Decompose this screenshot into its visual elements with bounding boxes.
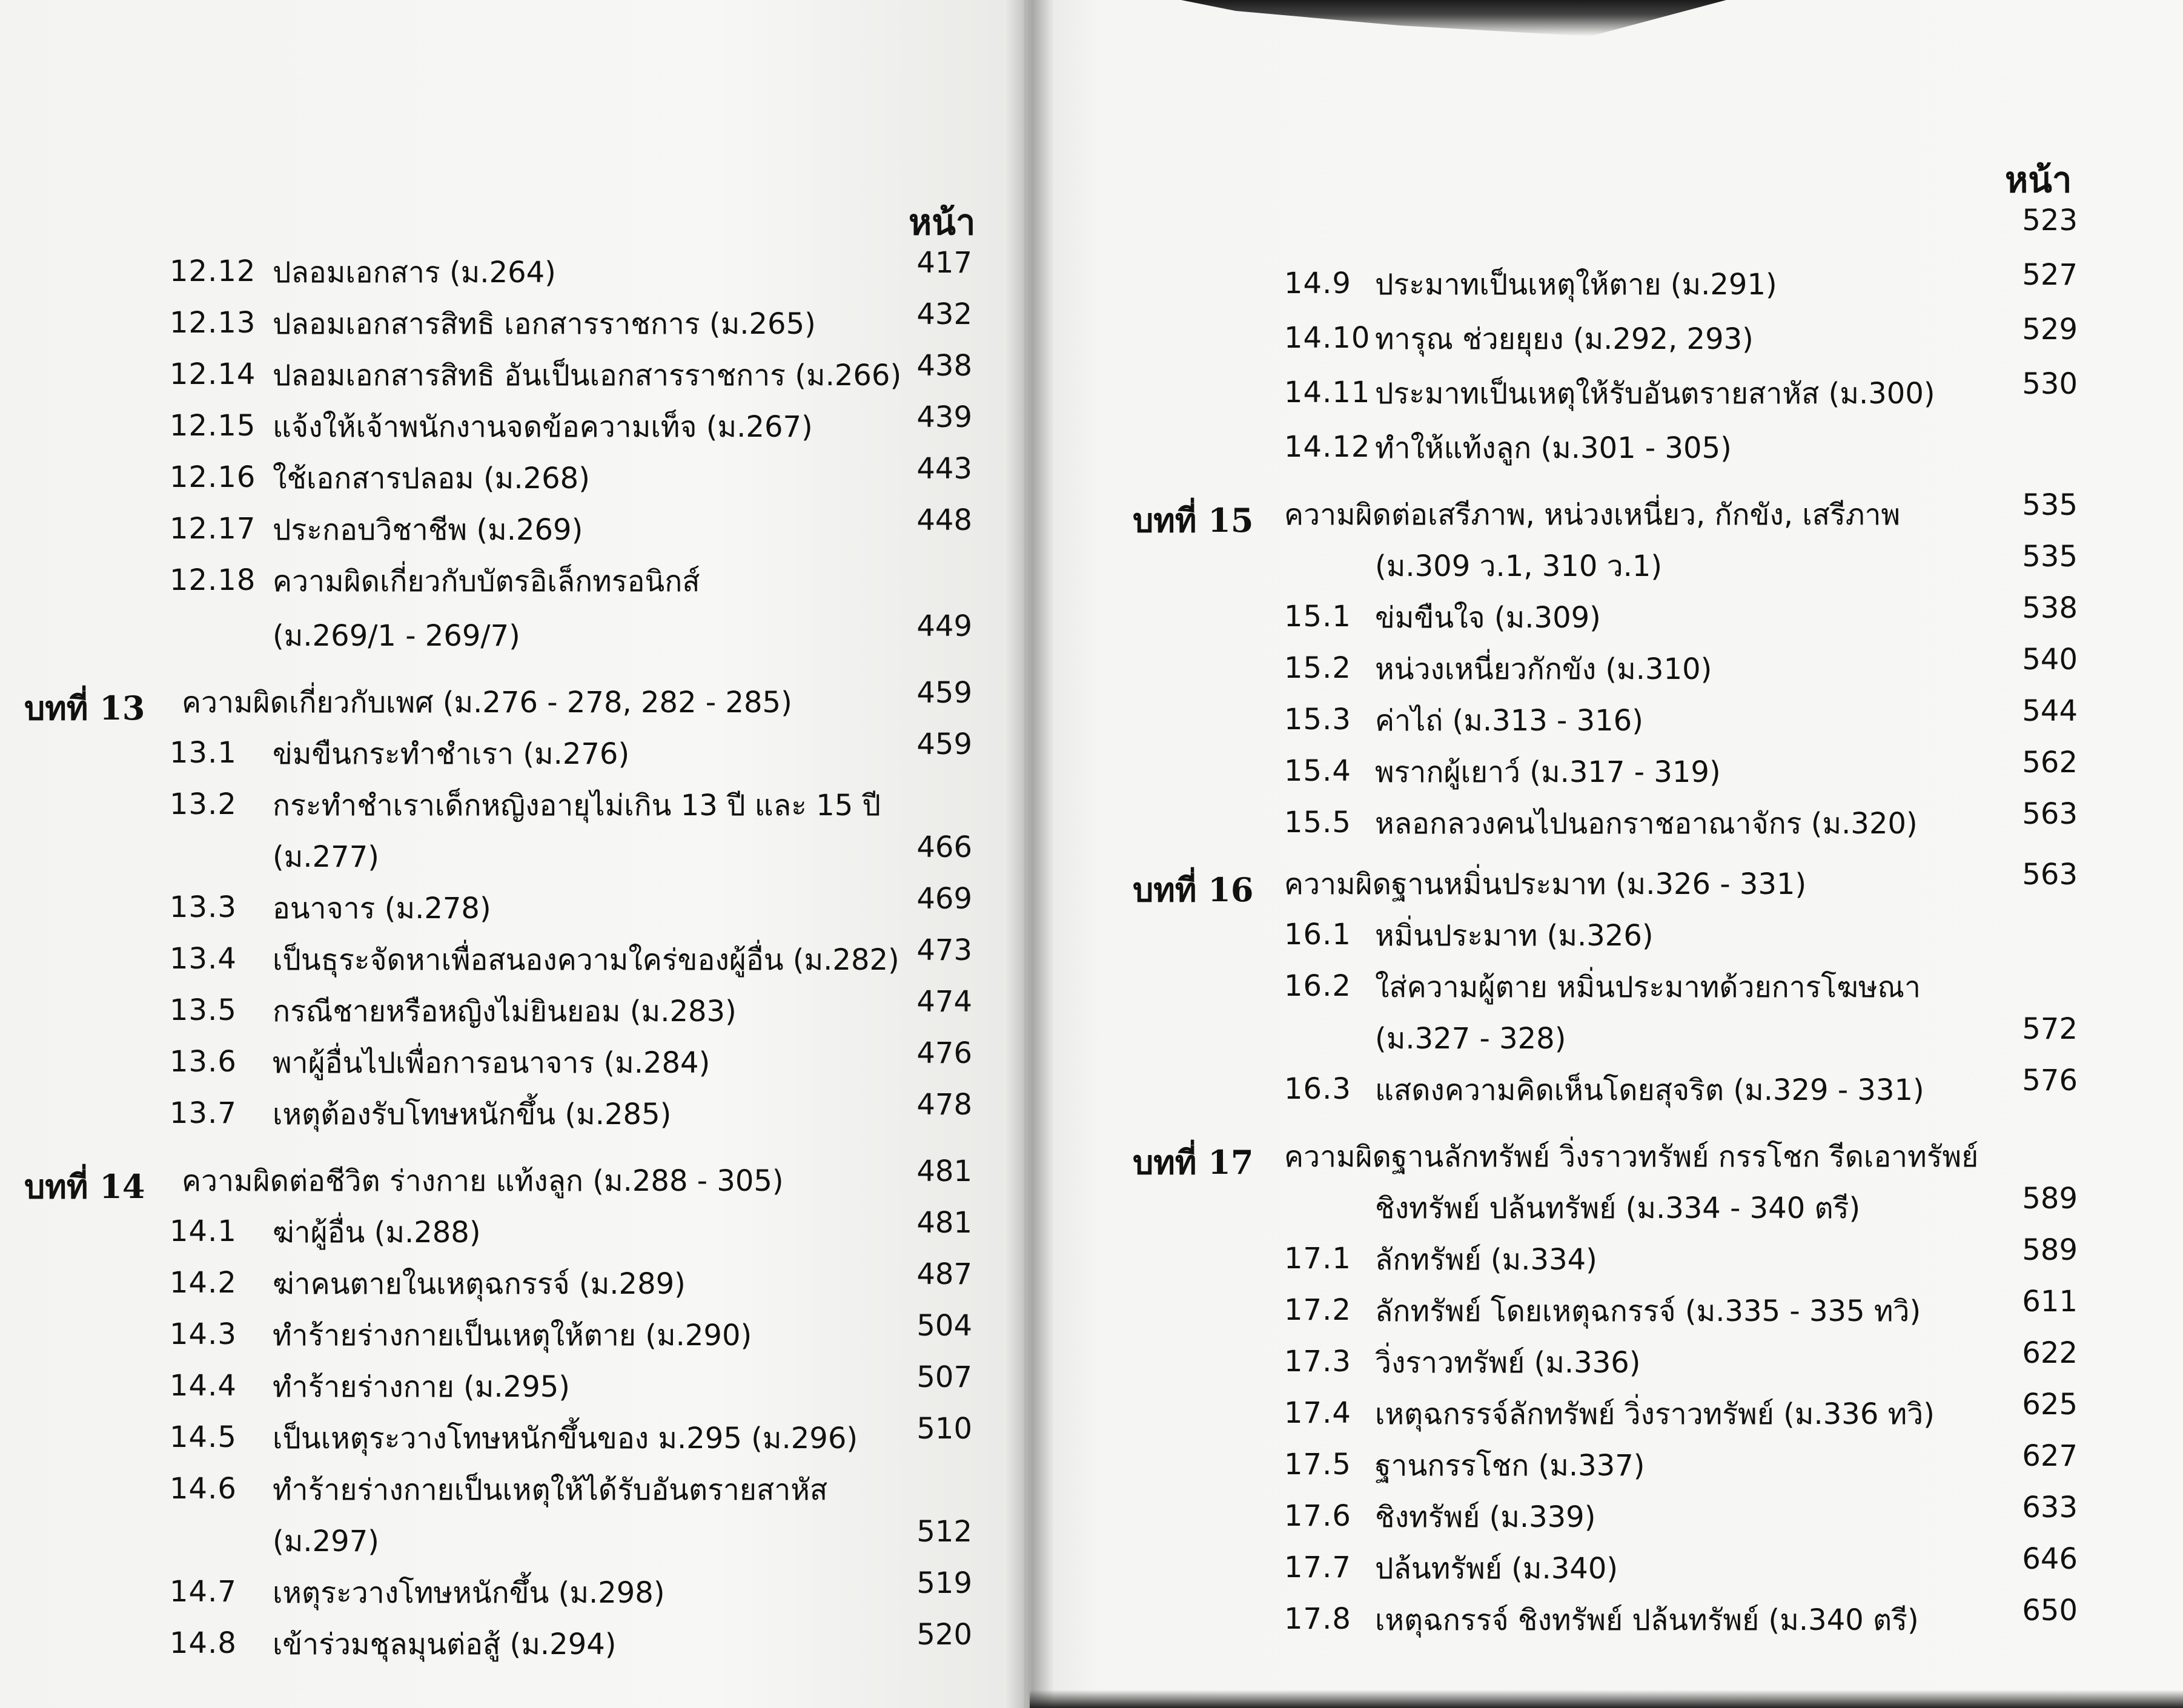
entry-page-number: 627 xyxy=(2022,1439,2078,1473)
entry-number: 13.5 xyxy=(170,993,237,1027)
entry-page-number: 523 xyxy=(2022,204,2078,237)
entry-title: ข่มขืนใจ (ม.309) xyxy=(1375,601,1601,635)
entry-number: 13.3 xyxy=(170,890,237,924)
entry-page-number: 459 xyxy=(916,727,972,761)
entry-page-number: 481 xyxy=(916,1206,972,1240)
entry-title: ฐานกรรโชก (ม.337) xyxy=(1375,1449,1645,1483)
entry-page-number: 563 xyxy=(2022,797,2078,831)
entry-title: ชิงทรัพย์ (ม.339) xyxy=(1375,1500,1596,1534)
entry-page-number: 535 xyxy=(2022,540,2078,574)
entry-number: 17.7 xyxy=(1284,1551,1351,1584)
entry-number: 13.7 xyxy=(170,1096,237,1130)
entry-number: 17.2 xyxy=(1284,1293,1351,1327)
entry-page-number: 589 xyxy=(2022,1182,2078,1216)
entry-title: ประมาทเป็นเหตุให้รับอันตรายสาหัส (ม.300) xyxy=(1375,377,1935,411)
entry-page-number: 535 xyxy=(2022,488,2078,522)
entry-page-number: 576 xyxy=(2022,1064,2078,1097)
entry-number: 12.17 xyxy=(170,512,256,546)
entry-number: 17.6 xyxy=(1284,1499,1351,1533)
entry-number: 14.9 xyxy=(1284,266,1351,300)
entry-number: 14.2 xyxy=(170,1266,237,1300)
entry-page-number: 650 xyxy=(2022,1594,2078,1627)
entry-number: 15.2 xyxy=(1284,651,1351,685)
entry-title: กรณีชายหรือหญิงไม่ยินยอม (ม.283) xyxy=(273,995,737,1028)
entry-number: 17.5 xyxy=(1284,1448,1351,1481)
entry-page-number: 625 xyxy=(2022,1388,2078,1422)
entry-page-number: 459 xyxy=(916,676,972,710)
entry-number: 15.3 xyxy=(1284,703,1351,736)
entry-title: เหตุระวางโทษหนักขึ้น (ม.298) xyxy=(273,1576,665,1610)
entry-title: ปลอมเอกสารสิทธิ เอกสารราชการ (ม.265) xyxy=(273,307,816,341)
chapter-title: ความผิดเกี่ยวกับเพศ (ม.276 - 278, 282 - 285) xyxy=(182,686,792,720)
entry-title: ใส่ความผู้ตาย หมิ่นประมาทด้วยการโฆษณา xyxy=(1375,970,1921,1004)
entry-number: 12.14 xyxy=(170,357,256,391)
entry-page-number: 510 xyxy=(916,1412,972,1446)
entry-number: 12.18 xyxy=(170,563,256,597)
entry-page-number: 633 xyxy=(2022,1491,2078,1524)
entry-page-number: 507 xyxy=(916,1360,972,1394)
entry-number: 17.1 xyxy=(1284,1242,1351,1276)
entry-title: หมิ่นประมาท (ม.326) xyxy=(1375,919,1654,953)
entry-number: 15.1 xyxy=(1284,600,1351,634)
entry-title: เป็นธุระจัดหาเพื่อสนองความใคร่ของผู้อื่น (ม.282) xyxy=(273,943,899,977)
chapter-label: บทที่ 13 xyxy=(24,689,145,727)
entry-number: 16.2 xyxy=(1284,969,1351,1003)
entry-page-number: 448 xyxy=(916,503,972,537)
chapter-label: บทที่ 16 xyxy=(1133,870,1254,909)
entry-number: 17.8 xyxy=(1284,1602,1351,1636)
entry-page-number: 476 xyxy=(916,1036,972,1070)
chapter-title: ความผิดฐานลักทรัพย์ วิ่งราวทรัพย์ กรรโชก รีดเอาทรัพย์ xyxy=(1284,1140,1979,1174)
entry-number: 12.12 xyxy=(170,254,256,288)
entry-title: (ม.297) xyxy=(273,1524,379,1558)
entry-page-number: 512 xyxy=(916,1515,972,1549)
entry-title: ประกอบวิชาชีพ (ม.269) xyxy=(273,513,583,547)
entry-title: ข่มขืนกระทำชำเรา (ม.276) xyxy=(273,737,630,771)
entry-number: 14.7 xyxy=(170,1575,237,1609)
entry-number: 14.8 xyxy=(170,1626,237,1660)
entry-title: แสดงความคิดเห็นโดยสุจริต (ม.329 - 331) xyxy=(1375,1073,1924,1107)
entry-title: ค่าไถ่ (ม.313 - 316) xyxy=(1375,704,1643,738)
entry-title: (ม.309 ว.1, 310 ว.1) xyxy=(1375,549,1663,583)
entry-number: 13.4 xyxy=(170,942,237,976)
entry-title: ทำร้ายร่างกายเป็นเหตุให้ได้รับอันตรายสาหัส xyxy=(273,1473,828,1507)
entry-number: 16.3 xyxy=(1284,1072,1351,1106)
entry-title: ลักทรัพย์ (ม.334) xyxy=(1375,1243,1597,1277)
entry-number: 13.2 xyxy=(170,787,237,821)
entry-title: ลักทรัพย์ โดยเหตุฉกรรจ์ (ม.335 - 335 ทวิ) xyxy=(1375,1294,1921,1328)
chapter-label: บทที่ 15 xyxy=(1133,501,1254,540)
entry-title: เหตุฉกรรจ์ลักทรัพย์ วิ่งราวทรัพย์ (ม.336 ทวิ) xyxy=(1375,1397,1935,1431)
entry-page-number: 519 xyxy=(916,1566,972,1600)
entry-page-number: 589 xyxy=(2022,1233,2078,1267)
entry-page-number: 527 xyxy=(2022,258,2078,292)
entry-title: กระทำชำเราเด็กหญิงอายุไม่เกิน 13 ปี และ 15 ปี xyxy=(273,789,881,823)
entry-page-number: 473 xyxy=(916,933,972,967)
entry-number: 12.15 xyxy=(170,409,256,443)
entry-title: ชิงทรัพย์ ปล้นทรัพย์ (ม.334 - 340 ตรี) xyxy=(1375,1191,1861,1225)
entry-title: ประมาทเป็นเหตุให้ตาย (ม.291) xyxy=(1375,268,1777,302)
entry-page-number: 481 xyxy=(916,1154,972,1188)
entry-number: 14.10 xyxy=(1284,321,1371,355)
entry-title: หลอกลวงคนไปนอกราชอาณาจักร (ม.320) xyxy=(1375,807,1918,841)
entry-page-number: 449 xyxy=(916,609,972,643)
entry-title: วิ่งราวทรัพย์ (ม.336) xyxy=(1375,1346,1641,1380)
entry-page-number: 478 xyxy=(916,1088,972,1122)
chapter-title: ความผิดฐานหมิ่นประมาท (ม.326 - 331) xyxy=(1284,867,1807,901)
chapter-label: บทที่ 14 xyxy=(24,1167,145,1206)
entry-number: 14.5 xyxy=(170,1420,237,1454)
entry-page-number: 562 xyxy=(2022,746,2078,780)
entry-title: ใช้เอกสารปลอม (ม.268) xyxy=(273,462,590,495)
left-page xyxy=(0,0,1024,1708)
entry-page-number: 540 xyxy=(2022,643,2078,677)
book-gutter-shadow xyxy=(1005,0,1054,1708)
entry-title: ความผิดเกี่ยวกับบัตรอิเล็กทรอนิกส์ xyxy=(273,564,700,598)
entry-title: หน่วงเหนี่ยวกักขัง (ม.310) xyxy=(1375,652,1712,686)
entry-number: 14.12 xyxy=(1284,430,1371,464)
entry-page-number: 530 xyxy=(2022,367,2078,401)
entry-number: 12.13 xyxy=(170,306,256,340)
entry-number: 15.4 xyxy=(1284,754,1351,788)
entry-number: 17.3 xyxy=(1284,1345,1351,1379)
page-bottom-shadow xyxy=(1030,1690,2183,1708)
chapter-title: ความผิดต่อเสรีภาพ, หน่วงเหนี่ยว, กักขัง, เสรีภาพ xyxy=(1284,498,1901,532)
entry-title: (ม.277) xyxy=(273,840,379,874)
entry-title: เหตุต้องรับโทษหนักขึ้น (ม.285) xyxy=(273,1097,672,1131)
entry-page-number: 438 xyxy=(916,349,972,383)
entry-page-number: 474 xyxy=(916,985,972,1019)
entry-page-number: 487 xyxy=(916,1257,972,1291)
entry-number: 14.3 xyxy=(170,1317,237,1351)
entry-title: แจ้งให้เจ้าพนักงานจดข้อความเท็จ (ม.267) xyxy=(273,410,813,444)
right-page xyxy=(1030,0,2183,1708)
entry-page-number: 572 xyxy=(2022,1012,2078,1046)
entry-page-number: 469 xyxy=(916,882,972,916)
chapter-title: ความผิดต่อชีวิต ร่างกาย แท้งลูก (ม.288 - 305) xyxy=(182,1164,784,1198)
entry-title: อนาจาร (ม.278) xyxy=(273,892,491,925)
entry-number: 12.16 xyxy=(170,460,256,494)
entry-page-number: 432 xyxy=(916,297,972,331)
entry-title: พาผู้อื่นไปเพื่อการอนาจาร (ม.284) xyxy=(273,1046,711,1080)
entry-title: ทำร้ายร่างกายเป็นเหตุให้ตาย (ม.290) xyxy=(273,1319,752,1352)
entry-number: 17.4 xyxy=(1284,1396,1351,1430)
entry-page-number: 611 xyxy=(2022,1285,2078,1319)
entry-page-number: 504 xyxy=(916,1309,972,1343)
entry-title: ทำให้แท้งลูก (ม.301 - 305) xyxy=(1375,431,1732,465)
entry-title: ปลอมเอกสารสิทธิ อันเป็นเอกสารราชการ (ม.266) xyxy=(273,359,902,392)
entry-number: 14.1 xyxy=(170,1214,237,1248)
entry-title: เป็นเหตุระวางโทษหนักขึ้นของ ม.295 (ม.296) xyxy=(273,1422,858,1455)
entry-page-number: 563 xyxy=(2022,858,2078,892)
page-column-header: หน้า xyxy=(909,202,976,243)
entry-page-number: 417 xyxy=(916,246,972,280)
entry-number: 14.11 xyxy=(1284,376,1371,409)
page-column-header: หน้า xyxy=(2005,159,2072,200)
chapter-label: บทที่ 17 xyxy=(1133,1143,1254,1182)
entry-page-number: 646 xyxy=(2022,1542,2078,1576)
entry-page-number: 622 xyxy=(2022,1336,2078,1370)
entry-title: ฆ่าคนตายในเหตุฉกรรจ์ (ม.289) xyxy=(273,1267,686,1301)
entry-number: 13.1 xyxy=(170,736,237,770)
entry-page-number: 439 xyxy=(916,400,972,434)
entry-page-number: 538 xyxy=(2022,591,2078,625)
entry-title: เข้าร่วมชุลมุนต่อสู้ (ม.294) xyxy=(273,1627,617,1661)
entry-title: ทำร้ายร่างกาย (ม.295) xyxy=(273,1370,570,1404)
entry-title: ปล้นทรัพย์ (ม.340) xyxy=(1375,1552,1618,1586)
entry-page-number: 544 xyxy=(2022,694,2078,728)
entry-title: (ม.327 - 328) xyxy=(1375,1022,1566,1056)
entry-number: 15.5 xyxy=(1284,806,1351,839)
entry-title: ปลอมเอกสาร (ม.264) xyxy=(273,256,556,290)
entry-number: 14.4 xyxy=(170,1369,237,1403)
entry-number: 13.6 xyxy=(170,1045,237,1079)
entry-title: ฆ่าผู้อื่น (ม.288) xyxy=(273,1216,481,1250)
entry-number: 16.1 xyxy=(1284,918,1351,952)
entry-page-number: 466 xyxy=(916,830,972,864)
entry-title: (ม.269/1 - 269/7) xyxy=(273,619,520,653)
entry-page-number: 529 xyxy=(2022,313,2078,346)
entry-page-number: 520 xyxy=(916,1618,972,1652)
entry-page-number: 443 xyxy=(916,452,972,486)
entry-title: เหตุฉกรรจ์ ชิงทรัพย์ ปล้นทรัพย์ (ม.340 ตรี) xyxy=(1375,1603,1919,1637)
entry-title: ทารุณ ช่วยยุยง (ม.292, 293) xyxy=(1375,322,1754,356)
entry-number: 14.6 xyxy=(170,1472,237,1506)
entry-title: พรากผู้เยาว์ (ม.317 - 319) xyxy=(1375,755,1721,789)
